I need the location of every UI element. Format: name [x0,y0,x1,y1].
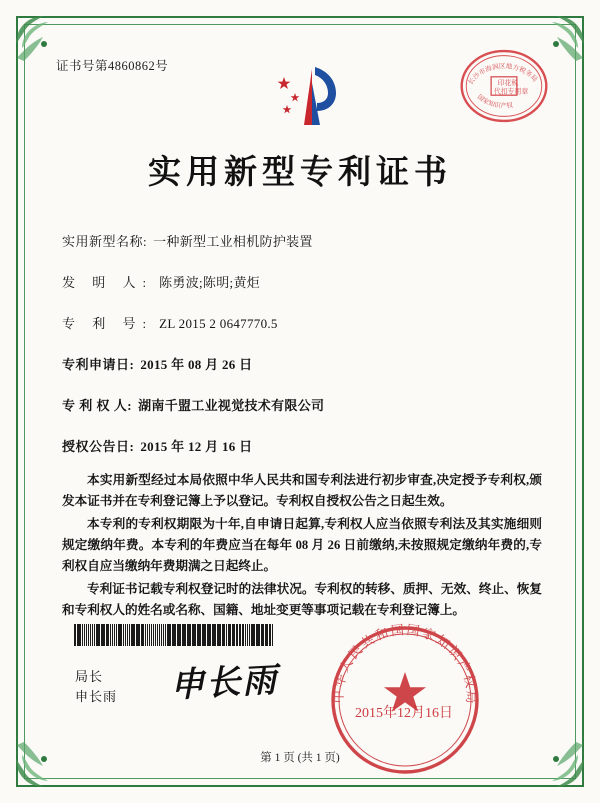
director-title-label: 局长 [75,669,104,684]
body-paragraph: 专利证书记载专利权登记时的法律状况。专利权的转移、质押、无效、终止、恢复和专利权人的姓名或名称、国籍、地址变更等事项记载在专利登记簿上。 [62,582,542,617]
patent-office-logo-icon [268,63,348,135]
svg-text:代扣专用章: 代扣专用章 [493,88,529,96]
signature-labels [75,667,117,707]
field-label: 发 明 人: [62,275,154,290]
field-label: 授权公告日: [62,439,135,454]
svg-text:印花税: 印花税 [497,80,519,88]
field-label: 专 利 号: [62,316,154,331]
seal-date: 2015年12月16日 [355,706,453,721]
field-row-utility-model-name [62,231,538,250]
field-value: ZL 2015 2 0647770.5 [159,316,278,331]
field-row-application-date [62,354,538,373]
field-value: 2015 年 08 月 26 日 [140,357,253,372]
svg-text:长沙市海润区地方税务局: 长沙市海润区地方税务局 [467,63,539,87]
field-value: 湖南千盟工业视觉技术有限公司 [138,398,325,413]
page-title: 实用新型专利证书 [148,155,452,191]
field-value: 陈勇波;陈明;黄炬 [159,275,261,290]
body-paragraph: 本实用新型经过本局依照中华人民共和国专利法进行初步审查,决定授予专利权,颁发本证书并在专利登记簿上予以登记。专利权自授权公告之日起生效。 [62,473,542,508]
field-row-inventors [62,272,538,291]
field-row-patent-number [62,313,538,332]
field-list [62,231,538,477]
field-label: 专 利 权 人: [62,398,133,413]
field-label: 专利申请日: [62,357,135,372]
field-value: 一种新型工业相机防护装置 [153,234,313,249]
field-row-grant-announcement-date [62,436,538,455]
field-label: 实用新型名称: [62,234,148,249]
patent-office-agency-seal [458,40,550,132]
body-paragraph: 本专利的专利权期限为十年,自申请日起算,专利权人应当依照专利法及其实施细则规定缴纳年费。本专利的年费应当在每年 08 月 26 日前缴纳,未按照规定缴纳年费的,专利权自应当缴纳年费期满之日起终止。 [62,517,542,573]
svg-text:中华人民共和国国家知识产权局: 中华人民共和国国家知识产权局 [330,621,480,706]
page-number: 第 1 页 (共 1 页) [260,752,340,764]
director-name-label: 申长雨 [75,689,118,704]
handwritten-signature: 申长雨 [169,662,280,705]
certificate-body-text [62,470,542,623]
field-value: 2015 年 12 月 16 日 [140,439,253,454]
barcode [74,624,279,646]
svg-text:国家知识产权: 国家知识产权 [475,93,514,110]
certificate-number: 证书号第4860862号 [56,59,169,73]
field-row-patentee [62,395,538,414]
